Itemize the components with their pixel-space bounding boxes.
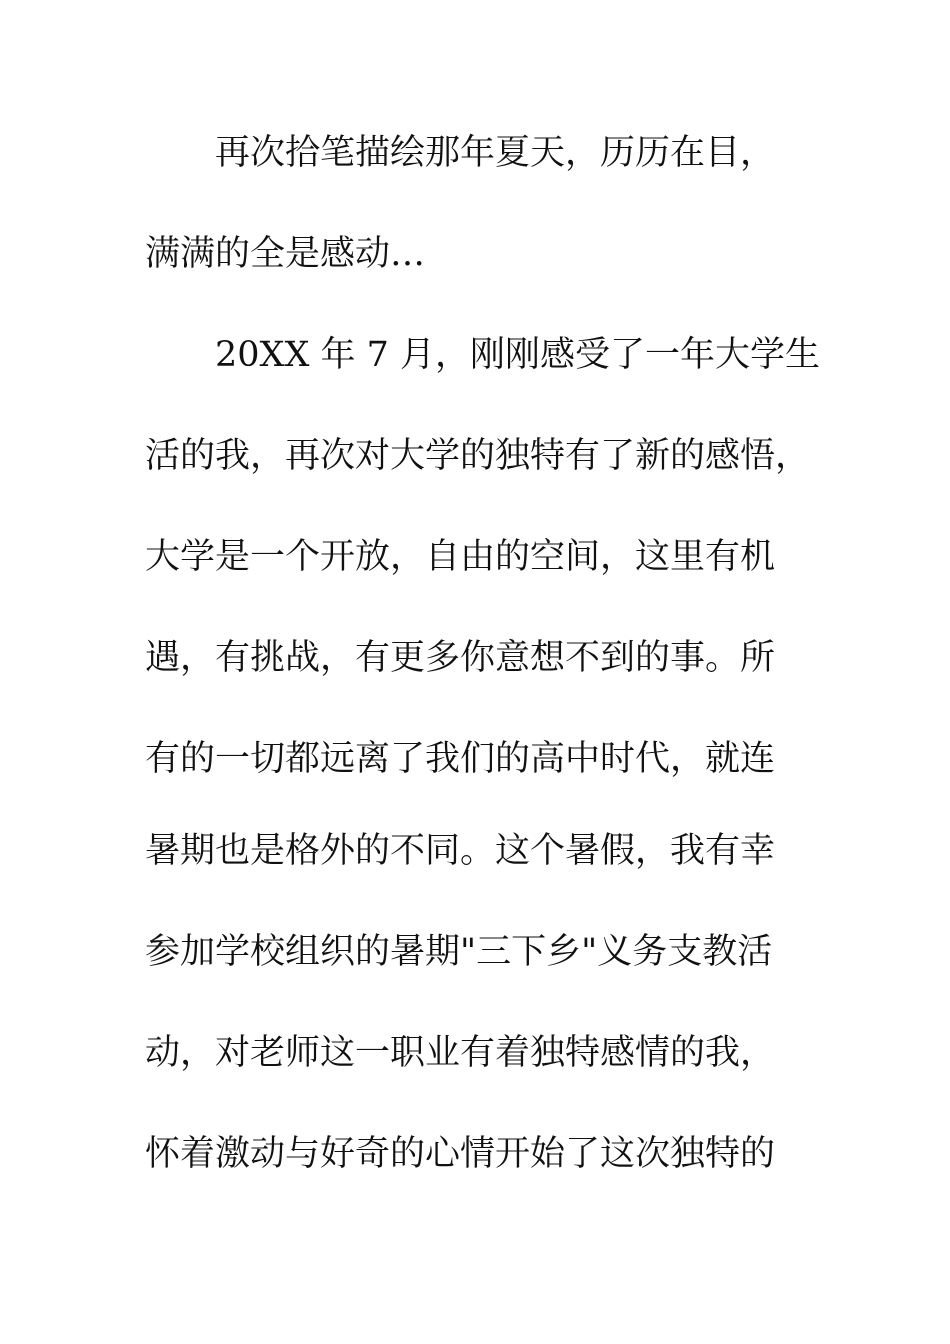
paragraph-2-line-3: 大学是一个开放，自由的空间，这里有机	[145, 537, 776, 577]
paragraph-2-line-1: 20XX 年 7 月，刚刚感受了一年大学生	[215, 335, 821, 375]
paragraph-2-line-2: 活的我，再次对大学的独特有了新的感悟，	[145, 436, 811, 476]
paragraph-2-line-6: 暑期也是格外的不同。这个暑假，我有幸	[145, 831, 776, 871]
paragraph-1-line-2: 满满的全是感动…	[145, 234, 426, 274]
paragraph-2-line-9: 怀着激动与好奇的心情开始了这次独特的	[145, 1134, 776, 1174]
paragraph-1-line-1: 再次拾笔描绘那年夏天，历历在目，	[215, 133, 776, 173]
paragraph-2-line-4: 遇，有挑战，有更多你意想不到的事。所	[145, 638, 776, 678]
paragraph-2-line-7: 参加学校组织的暑期"三下乡"义务支教活	[145, 932, 773, 972]
paragraph-2-line-5: 有的一切都远离了我们的高中时代，就连	[145, 739, 776, 779]
paragraph-2-line-8: 动，对老师这一职业有着独特感情的我，	[145, 1033, 776, 1073]
